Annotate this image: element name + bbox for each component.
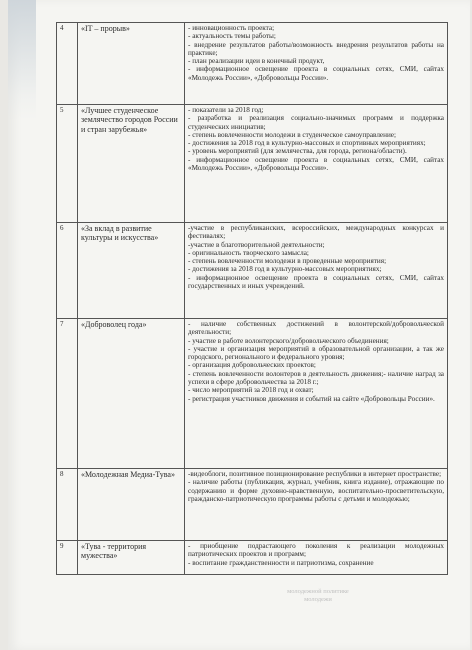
- document-page: [8, 0, 470, 650]
- criterion: - достижения за 2018 год в культурно-массовых мероприятиях;: [188, 265, 382, 274]
- criterion: -участие в благотворительной деятельности;: [188, 240, 325, 249]
- criteria-cell: [185, 541, 448, 575]
- criterion: - достижения за 2018 год в культурно-массовых и спортивных мероприятиях;: [188, 139, 426, 148]
- criterion: - внедрение результатов работы/возможность внедрения результатов работы на практике;: [188, 40, 444, 57]
- row-number: 7: [57, 319, 78, 469]
- nomination-name: «Молодежная Медиа-Тува»: [78, 469, 185, 541]
- row-number: 6: [57, 223, 78, 319]
- criteria-cell: [185, 469, 448, 541]
- bleed-line: молодежи: [304, 596, 332, 603]
- criterion: - информационное освещение проекта в социальных сетях, СМИ, сайтах «Молодежь России», «Добровольцы России».: [188, 155, 444, 173]
- criteria-table: [56, 22, 448, 575]
- table-row: [57, 223, 448, 319]
- criterion: - степень вовлеченности молодежи в студенческое самоуправление;: [188, 130, 396, 139]
- row-number: 9: [57, 541, 78, 575]
- criterion: - информационное освещение проекта в социальных сетях, СМИ, сайтах государственных и иных учреждений.: [188, 273, 444, 291]
- nomination-name: «Доброволец года»: [78, 319, 185, 469]
- criterion: - оригинальность творческого замысла;: [188, 248, 309, 257]
- criteria-cell: [185, 223, 448, 319]
- criteria-cell: [185, 23, 448, 105]
- nomination-name: «Тува - территория мужества»: [78, 541, 185, 575]
- nomination-name: «За вклад в развитие культуры и искусства»: [78, 223, 185, 319]
- paper-stain: [8, 0, 36, 120]
- nomination-name: «Лучшее студенческое землячество городов России и стран зарубежья»: [78, 105, 185, 223]
- row-number: 8: [57, 469, 78, 541]
- bleed-line: молодежной политике: [287, 588, 349, 595]
- criterion: - организация добровольческих проектов;: [188, 361, 316, 370]
- table-row: [57, 469, 448, 541]
- criterion: - наличие работы (публикация, журнал, учебник, книга издание), отражающие по содержанию и форме духовно-нравственную, воспитательно-просветительскую, гражданско-патриотическую программы работы с детьми и молодежью;: [188, 478, 444, 503]
- table-row: [57, 105, 448, 223]
- criterion: - приобщение подрастающего поколения к реализации молодежных патриотических проектов и программ;: [188, 542, 444, 559]
- criterion: - регистрация участников движения и событий на сайте «Добровольцы России».: [188, 394, 435, 403]
- criterion: - показатели за 2018 год;: [188, 106, 264, 114]
- criterion: -участие в республиканских, всероссийских, международных конкурсах и фестивалях;: [188, 224, 444, 241]
- criterion: - степень вовлеченности молодежи в проведенные мероприятия;: [188, 257, 387, 266]
- criterion: - воспитание гражданственности и патриотизма, сохранение: [188, 558, 374, 567]
- nomination-name: «IT – прорыв»: [78, 23, 185, 105]
- table-row: [57, 23, 448, 105]
- criterion: - разработка и реализация социально-значимых программ и поддержка студенческих инициатив;: [188, 114, 444, 131]
- bleed-through-text: [248, 588, 388, 604]
- criterion: - уровень мероприятий (для землячества, для города, региона/области).: [188, 147, 407, 156]
- criteria-cell: [185, 105, 448, 223]
- criterion: -видеоблоги, позитивное позиционирование республики в интернет пространстве;: [188, 470, 442, 478]
- row-number: 5: [57, 105, 78, 223]
- criteria-cell: [185, 319, 448, 469]
- criterion: - степень вовлеченности волонтеров в деятельность движения;- наличие наград за успехи в сфере добровольчества за 2018 г.;: [188, 369, 444, 387]
- criterion: - инновационность проекта;: [188, 24, 275, 32]
- table-row: [57, 541, 448, 575]
- criterion: - информационное освещение проекта в социальных сетях, СМИ, сайтах «Молодежь России», «Добровольцы России».: [188, 65, 444, 82]
- criterion: - план реализации идеи в конечный продукт,: [188, 57, 325, 66]
- criterion: - актуальность темы работы;: [188, 32, 276, 41]
- criterion: - наличие собственных достижений в волонтерской/добровольческой деятельности;: [188, 320, 444, 337]
- table-row: [57, 319, 448, 469]
- criterion: - число мероприятий за 2018 год и охват;: [188, 386, 314, 395]
- row-number: 4: [57, 23, 78, 105]
- criterion: - участие и организация мероприятий в образовательной организации, а так же городского, регионального и федерального уровня;: [188, 344, 444, 362]
- criterion: - участие в работе волонтерского/добровольческого объединения;: [188, 336, 389, 345]
